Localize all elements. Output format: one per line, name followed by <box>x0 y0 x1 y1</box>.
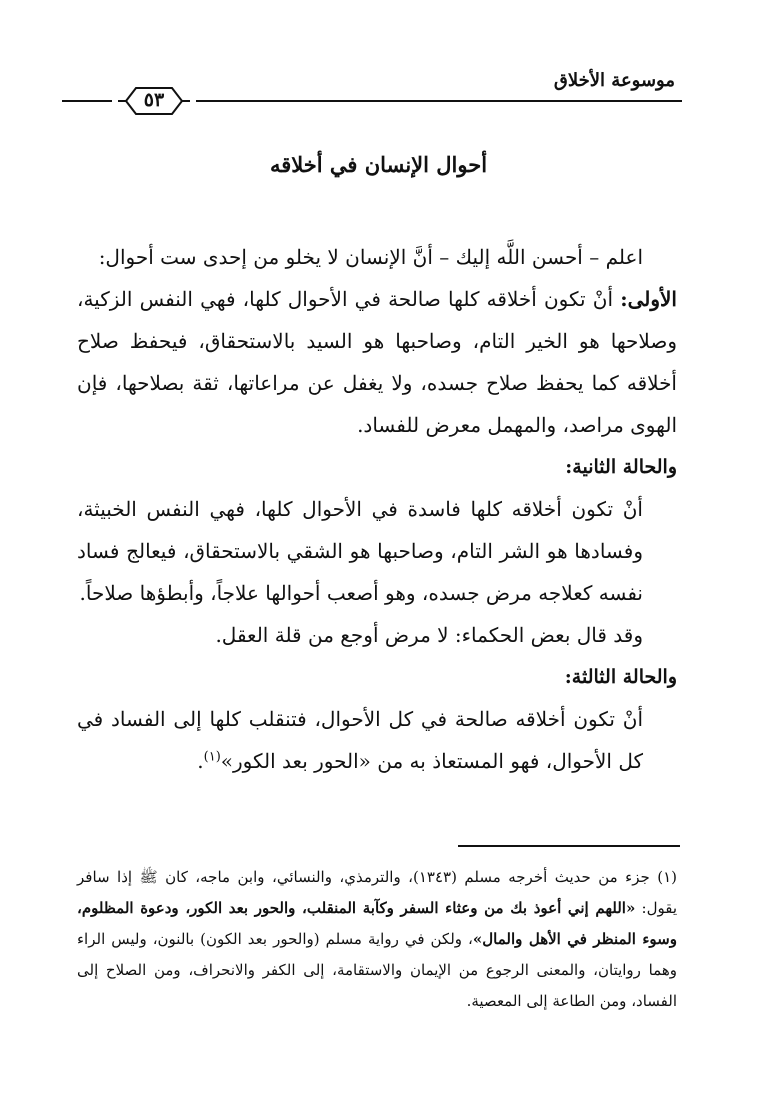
second-state-paragraph: أنْ تكون أخلاقه كلها فاسدة في الأحوال كلها، فهي النفس الخبيثة، وفسادها هو الشر التام، وصاحبها هو الشقي بالاستحقاق، فيعالج فساد نفسه كعلاجه مرض جسده، وهو أصعب أحوالها علاجاً، وأبطؤها صلاحاً. <box>77 497 643 605</box>
footnote <box>77 862 677 1017</box>
third-state-end: . <box>197 749 204 773</box>
third-state-text: أنْ تكون أخلاقه صالحة في كل الأحوال، فتنقلب كلها إلى الفساد في كل الأحوال، فهو المستعاذ به من «الحور بعد الكور» <box>77 707 643 773</box>
book-title: موسوعة الأخلاق <box>553 70 675 91</box>
section-title: أحوال الإنسان في أخلاقه <box>269 152 488 177</box>
footnote-hadith-quote: «اللهم إني أعوذ بك من وعثاء السفر وكآبة المنقلب، والحور بعد الكور، ودعوة المظلوم، وسوء المنظر في الأهل والمال» <box>77 899 677 948</box>
footnote-explanation: ، ولكن في رواية مسلم (والحور بعد الكون) بالنون، وليس الراء وهما روايتان، والمعنى الرجوع من الإيمان والاستقامة، إلى الكفر والانحراف، ومن الصلاح إلى الفساد، ومن الطاعة إلى المعصية. <box>77 930 677 1010</box>
page-number-ornament <box>112 84 196 118</box>
page-number: ٥٣ <box>143 89 165 111</box>
second-state-heading: والحالة الثانية: <box>565 456 677 478</box>
footnote-intro: (١) جزء من حديث أخرجه مسلم (١٣٤٣)، والترمذي، والنسائي، وابن ماجه، كان ﷺ إذا سافر يقول: <box>77 868 677 917</box>
wise-saying-paragraph: وقد قال بعض الحكماء: لا مرض أوجع من قلة العقل. <box>215 623 643 647</box>
footnote-reference: (١) <box>203 749 221 765</box>
third-state-paragraph <box>77 698 677 782</box>
footnote-separator <box>458 845 680 847</box>
main-text <box>77 236 677 782</box>
footnote-paragraph <box>77 862 677 1017</box>
first-state-text: أنْ تكون أخلاقه كلها صالحة في الأحوال كلها، فهي النفس الزكية، وصلاحها هو الخير التام، وصاحبها هو السيد بالاستحقاق، فيحفظ صلاح أخلاقه كما يحفظ صلاح جسده، ولا يغفل عن مراعاتها، ثقة بصلاحها، فإن الهوى مراصد، والمهمل معرض للفساد. <box>77 287 677 437</box>
first-state-label: الأولى: <box>620 287 677 311</box>
third-state-heading: والحالة الثالثة: <box>564 666 677 688</box>
first-state-paragraph <box>77 278 677 446</box>
intro-paragraph: اعلم – أحسن اللَّه إليك – أنَّ الإنسان لا يخلو من إحدى ست أحوال: <box>98 245 643 269</box>
